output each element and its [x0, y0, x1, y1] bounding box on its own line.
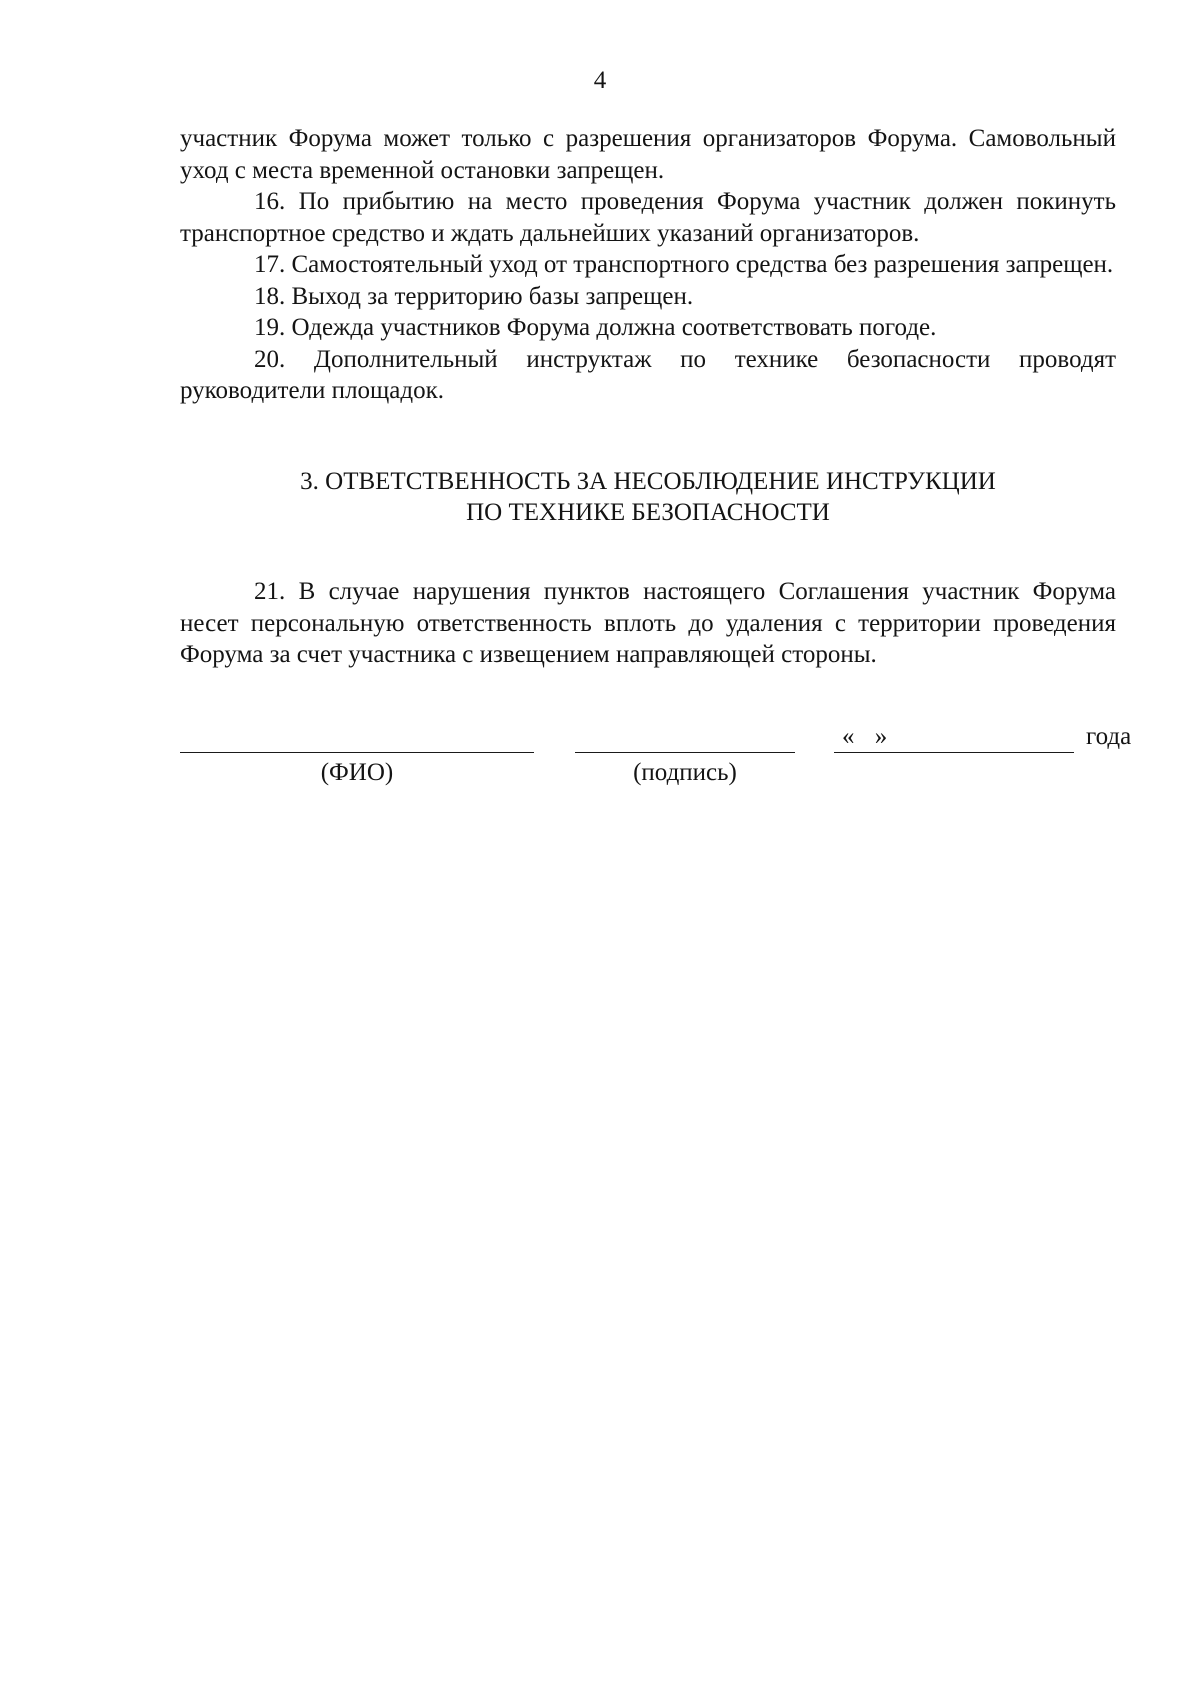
- paragraph-item-19: 19. Одежда участников Форума должна соответствовать погоде.: [254, 314, 937, 341]
- fio-caption: (ФИО): [320, 759, 394, 786]
- section-heading-line-2: ПО ТЕХНИКЕ БЕЗОПАСНОСТИ: [466, 499, 830, 526]
- paragraph-item-16: 16. По прибытию на место проведения Форума участник должен покинуть транспортное средство и ждать дальнейших указаний организаторов.: [180, 188, 1116, 247]
- date-quotes: « »: [842, 723, 888, 750]
- paragraph-item-20: 20. Дополнительный инструктаж по технике безопасности проводят руководители площадок.: [180, 345, 1116, 404]
- paragraphs-top: [180, 123, 1116, 407]
- paragraph-continuation: участник Форума может только с разрешения организаторов Форума. Самовольный уход с места временной остановки запрещен.: [180, 125, 1116, 184]
- paragraph-item-17: 17. Самостоятельный уход от транспортного средства без разрешения запрещен.: [254, 251, 1114, 278]
- fio-signature-line: [180, 752, 534, 753]
- paragraph-item-21: 21. В случае нарушения пунктов настоящего Соглашения участник Форума несет персональную ответственность вплоть до удаления с территории проведения Форума за счет участника с извещением направляющей стороны.: [180, 578, 1116, 668]
- paragraph-item-18: 18. Выход за территорию базы запрещен.: [254, 282, 694, 310]
- page-number: 4: [593, 67, 607, 94]
- section-heading-line-1: 3. ОТВЕТСТВЕННОСТЬ ЗА НЕСОБЛЮДЕНИЕ ИНСТРУКЦИИ: [300, 468, 996, 495]
- date-line: [834, 752, 1074, 753]
- signature-line: [575, 752, 795, 753]
- signature-caption: (подпись): [633, 759, 737, 786]
- paragraphs-bottom: [180, 576, 1116, 671]
- section-heading: [180, 466, 1116, 528]
- year-word: года: [1086, 723, 1132, 750]
